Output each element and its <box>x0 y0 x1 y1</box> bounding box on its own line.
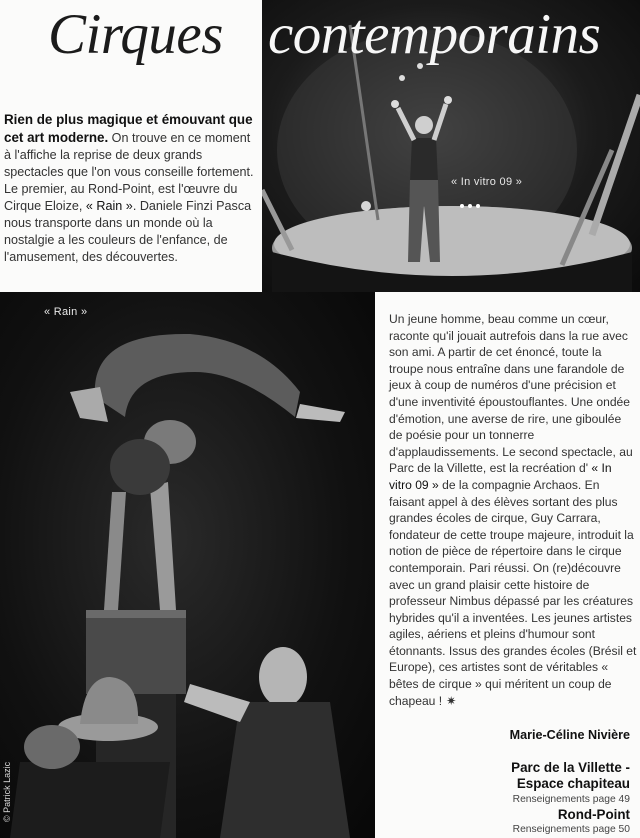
intro-text-a: On trouve en ce moment à l'affiche la reprise de deux grands spectacles que l'on vous conseille fortement. Le premier, au Rond-Point, est l'œuvre du Cirque Eloize, <box>4 131 254 213</box>
title-word-1: Cirques <box>48 3 223 66</box>
photo-credit: © Patrick Lazic <box>2 761 12 822</box>
body-text-a: Un jeune homme, beau comme un cœur, raconte qu'il jouait autrefois dans la rue avec son ami. A partir de cet énoncé, toute la troupe nous entraîne dans une farandole de jeux à coup de numéros d'une précision et d'une inventivité époustouflantes. Une ondée d'émotion, une averse de rire, une giboulée de poésie pour un tonnerre d'applaudissements. Le second spectacle, au Parc de la Villette, est la recréation d' <box>389 312 633 476</box>
intro-show-rain: « Rain » <box>85 199 133 213</box>
acrobats-scene-illustration <box>0 292 375 838</box>
title-word-2: contemporains <box>268 3 601 66</box>
intro-lead: Rien de plus magique et émouvant que cet art moderne. <box>4 112 253 145</box>
article-body <box>389 311 637 709</box>
body-text-b: de la compagnie Archaos. En faisant appel à des élèves sortant des plus grandes écoles de cirque, Guy Carrara, fondateur de cette troupe majeure, introduit la notion de pièce de répertoire dans le cirque contemporain. Pari réussi. On (re)découvre avec un grand plaisir cette histoire de professeur Nimbus dépassé par les créatures hybrides qu'il a inventées. Les jeunes artistes agiles, aériens et pleins d'humour sont étonnants. Issus des grandes écoles (Brésil et Europe), ces artistes sont de véritables « bêtes de cirque » qui méritent un coup de chapeau ! <box>389 477 637 708</box>
venue-rond-point-info: Renseignements page 50 <box>512 824 630 835</box>
caption-in-vitro: « In vitro 09 » <box>451 176 523 188</box>
venue-villette-line2: Espace chapiteau <box>516 776 630 791</box>
end-mark-icon: ✷ <box>446 693 457 708</box>
body-show-vitro: « In vitro 09 » <box>389 461 612 492</box>
venue-rond-point: Rond-Point <box>557 807 630 822</box>
venue-villette-line1: Parc de la Villette - <box>511 760 630 775</box>
intro-text-b: . Daniele Finzi Pasca nous transporte dans un monde où la nostalgie a les couleurs de l'enfance, de l'amusement, des découvertes. <box>4 199 252 264</box>
venue-villette-info: Renseignements page 49 <box>512 794 630 805</box>
caption-rain: « Rain » <box>44 306 88 318</box>
venue-villette <box>511 760 630 792</box>
author-signature: Marie-Céline Nivière <box>509 728 630 742</box>
intro-paragraph <box>4 111 256 266</box>
page-title <box>0 0 640 82</box>
photo-rain <box>0 292 375 838</box>
